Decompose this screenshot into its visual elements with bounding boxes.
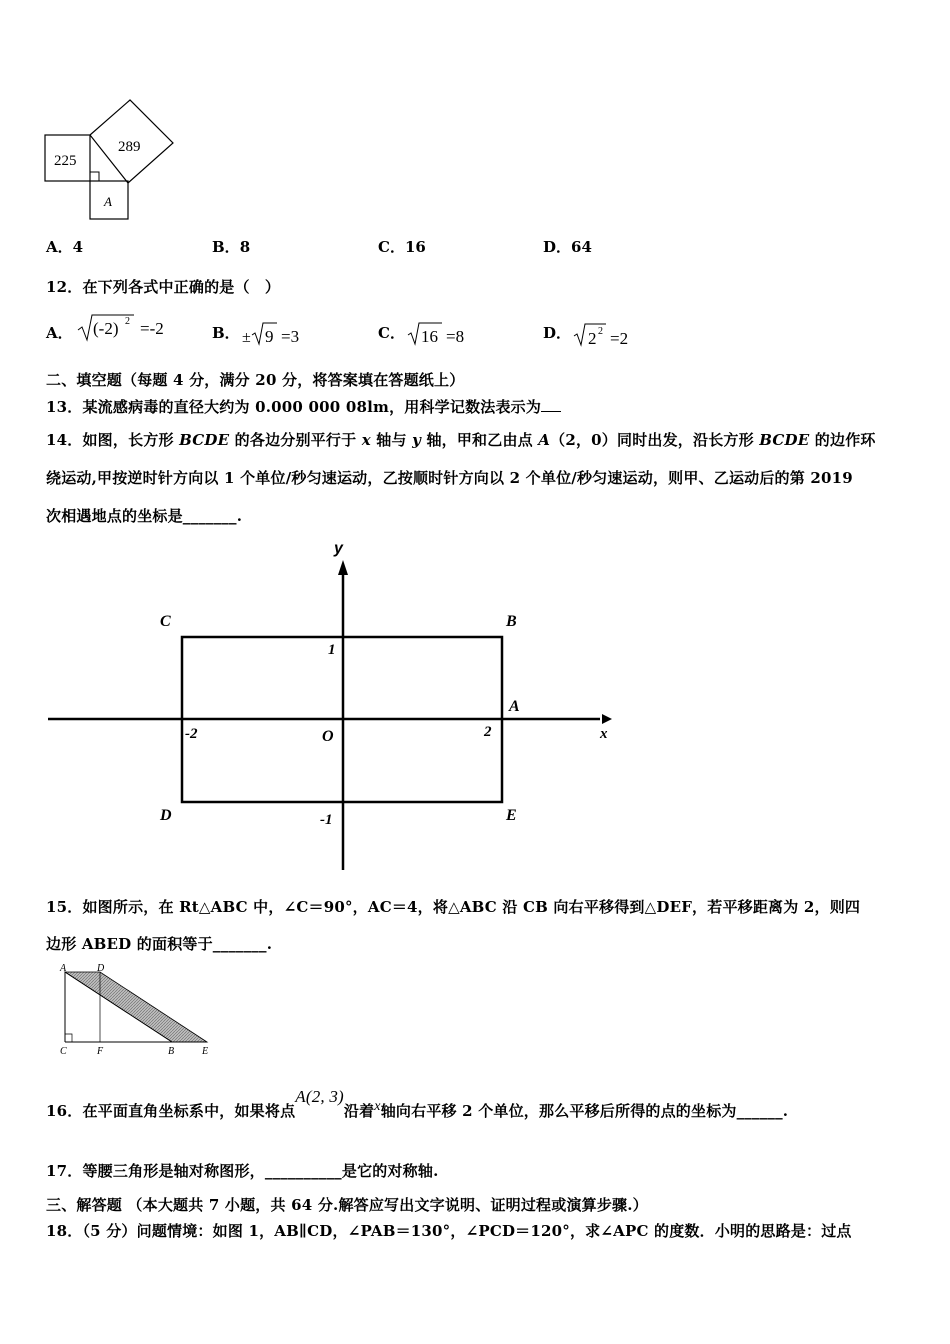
expr-d-rhs: =2 [610,329,629,348]
q12-option-d-expr [572,318,652,350]
expr-a-exp: 2 [125,316,130,327]
q12-option-b: B． [212,324,240,342]
label-c: C [60,1046,67,1057]
section-3-heading: 三、解答题 （本大题共 7 小题，共 64 分.解答应写出文字说明、证明过程或演算步骤.） [46,1196,648,1214]
q18: 18．（5 分）问题情境：如图 1，AB∥CD，∠PAB＝130°，∠PCD＝120°，求∠APC 的度数．小明的思路是：过点 [46,1222,852,1240]
label-b: B [168,1046,175,1057]
expr-b-prefix: ± [242,329,251,346]
segment-ab [65,972,172,1042]
label-e: E [202,1046,209,1057]
q15-line2: 边形 ABED 的面积等于_______. [46,935,273,953]
label-y: y [334,540,343,557]
label-neg-2: -2 [185,726,198,742]
point-a-coords: A(2, 3) [295,1087,344,1106]
x-axis-arrow [602,714,612,724]
right-angle-c [65,1034,72,1042]
q14-line1: 14．如图，长方形 BCDE 的各边分别平行于 x 轴与 y 轴，甲和乙由点 A（2，0）同时出发，沿长方形 BCDE 的边作环 [46,431,876,449]
parallelogram-abed [65,972,207,1042]
expr-b-radicand: 9 [265,327,274,346]
expr-d-exp: 2 [598,326,603,337]
q11-option-b: B．8 [212,238,251,256]
q14-line2: 绕运动,甲按逆时针方向以 1 个单位/秒匀速运动，乙按顺时针方向以 2 个单位/秒匀速运动，则甲、乙运动后的第 2019 [46,469,853,487]
label-289: 289 [118,139,141,155]
q16: 16．在平面直角坐标系中，如果将点A(2, 3)沿着x轴向右平移 2 个单位，那么平移后所得的点的坐标为______. [46,1087,789,1120]
label-a: A [104,194,112,209]
q11-option-a: A．4 [46,238,84,256]
q14-line3: 次相遇地点的坐标是_______. [46,507,243,525]
expr-c-radicand: 16 [421,327,438,346]
label-f: F [97,1046,104,1057]
q13: 13．某流感病毒的直径大约为 0.000 000 08lm，用科学记数法表示为 [46,396,561,417]
expr-c-rhs: =8 [446,327,465,346]
expr-a-rhs: =-2 [140,319,164,338]
triangle-translation-figure [52,962,222,1062]
right-angle-mark [90,172,99,181]
label-225: 225 [54,153,77,169]
label-b: B [506,613,517,630]
label-1: 1 [328,642,336,658]
label-e: E [506,807,517,824]
y-axis-arrow [338,560,348,575]
q12-option-c-expr [406,318,486,348]
q11-option-d: D．64 [543,238,592,256]
label-d: D [97,963,105,974]
rectangle-coordinate-figure [40,530,630,875]
label-2: 2 [484,724,492,740]
q17: 17．等腰三角形是轴对称图形，__________是它的对称轴. [46,1162,439,1180]
label-o: O [322,728,334,745]
q15-line1: 15．如图所示，在 Rt△ABC 中，∠C＝90°，AC＝4，将△ABC 沿 CB 向右平移得到△DEF，若平移距离为 2，则四 [46,898,861,916]
label-a: A [60,963,67,974]
expr-a-base: (-2) [93,319,119,338]
q11-option-c: C．16 [378,238,426,256]
label-a: A [509,698,520,715]
q12-option-a: A． [46,324,73,342]
q12-option-a-expr [76,312,186,344]
expr-b-rhs: =3 [281,327,300,346]
expr-d-radicand: 2 [588,329,597,348]
q12-option-b-expr [240,318,320,348]
label-neg-1: -1 [320,812,333,828]
label-d: D [160,807,172,824]
label-c: C [160,613,171,630]
section-2-heading: 二、填空题（每题 4 分，满分 20 分，将答案填在答题纸上） [46,371,465,389]
label-x: x [600,726,608,742]
x-axis-symbol: x [374,1099,381,1114]
q12-option-c: C． [378,324,405,342]
q12-stem: 12．在下列各式中正确的是（ ） [46,278,281,296]
pythagoras-squares-figure [40,95,180,220]
q12-option-d: D． [543,324,572,342]
